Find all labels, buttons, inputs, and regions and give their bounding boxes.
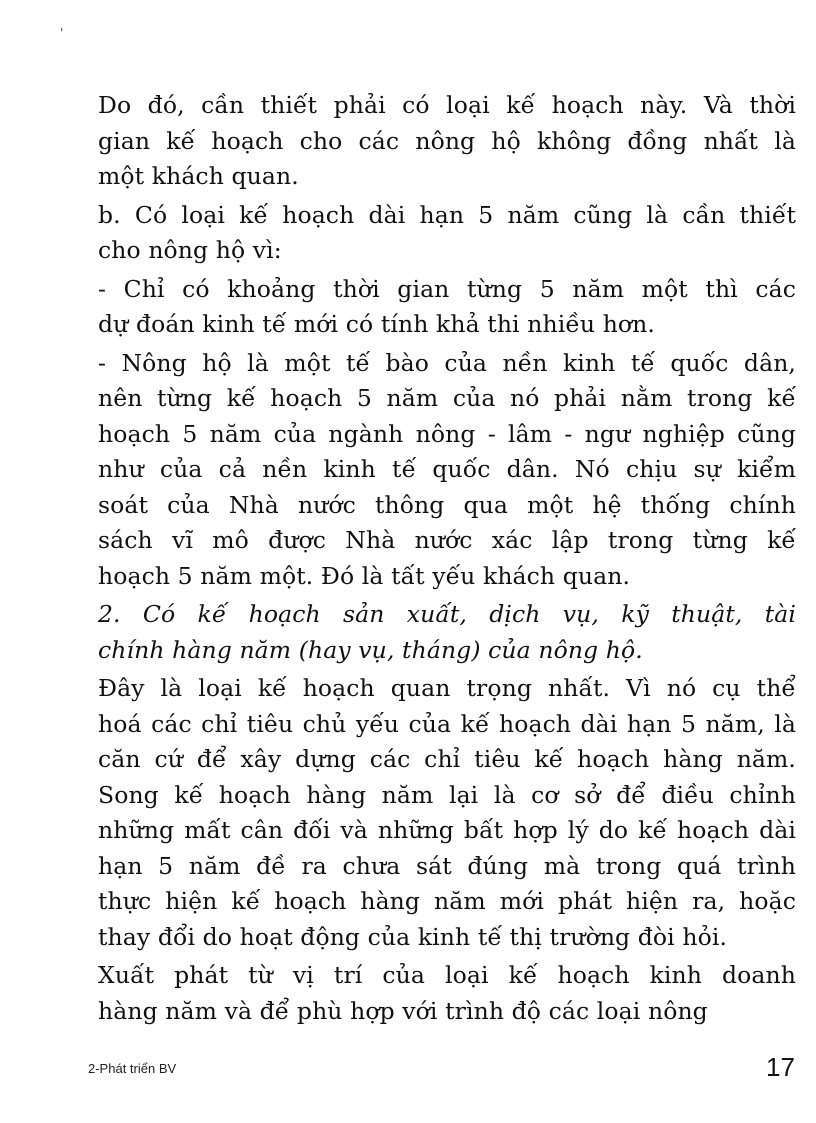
text-line: Song kế hoạch hàng năm lại là cơ sở để điều chỉnh [98, 780, 796, 809]
text-line: nên từng kế hoạch 5 năm của nó phải nằm trong kế [98, 384, 796, 412]
footer-book-code: 2-Phát triển BV [88, 1061, 177, 1076]
text-line: thực hiện kế hoạch hàng năm mới phát hiện ra, hoặc [98, 887, 796, 915]
page-body [98, 88, 796, 1029]
text-line: hoạch 5 năm của ngành nông - lâm - ngư nghiệp cũng [98, 419, 796, 448]
text-line: dự đoán kinh tế mới có tính khả thi nhiều hơn. [98, 310, 655, 338]
text-line: căn cứ để xây dựng các chỉ tiêu kế hoạch hàng năm. [98, 745, 796, 773]
text-line: Xuất phát từ vị trí của loại kế hoạch kinh doanh [98, 961, 796, 989]
text-line: Đây là loại kế hoạch quan trọng nhất. Vì nó cụ thể [98, 674, 796, 702]
text-line: hàng năm và để phù hợp với trình độ các loại nông [98, 996, 708, 1025]
text-line: Do đó, cần thiết phải có loại kế hoạch này. Và thời [98, 91, 796, 119]
paragraph [98, 346, 796, 595]
text-line: soát của Nhà nước thông qua một hệ thống chính [98, 490, 796, 519]
text-line: - Chỉ có khoảng thời gian từng 5 năm một thì các [98, 274, 796, 303]
text-line: hoá các chỉ tiêu chủ yếu của kế hoạch dài hạn 5 năm, là [98, 709, 796, 738]
text-line: hoạch 5 năm một. Đó là tất yếu khách quan. [98, 561, 631, 590]
text-line: chính hàng năm (hay vụ, tháng) của nông hộ. [98, 635, 643, 664]
text-line: sách vĩ mô được Nhà nước xác lập trong từng kế [98, 526, 796, 554]
text-line: b. Có loại kế hoạch dài hạn 5 năm cũng là cần thiết [98, 200, 796, 229]
page-number: 17 [766, 1052, 795, 1082]
text-line: những mất cân đối và những bất hợp lý do kế hoạch dài [98, 816, 796, 844]
paragraph [98, 198, 796, 269]
text-line: thay đổi do hoạt động của kinh tế thị trường đòi hỏi. [98, 922, 728, 951]
text-line: gian kế hoạch cho các nông hộ không đồng nhất là [98, 126, 796, 155]
text-line: một khách quan. [98, 162, 299, 190]
text-line: 2. Có kế hoạch sản xuất, dịch vụ, kỹ thuật, tài [98, 600, 796, 628]
text-line: như của cả nền kinh tế quốc dân. Nó chịu sự kiểm [98, 455, 796, 483]
scan-mark: ' [60, 26, 64, 40]
text-line: - Nông hộ là một tế bào của nền kinh tế quốc dân, [98, 348, 796, 377]
paragraph [98, 272, 796, 343]
paragraph [98, 671, 796, 955]
text-line: cho nông hộ vì: [98, 236, 282, 264]
text-line: hạn 5 năm đề ra chưa sát đúng mà trong quá trình [98, 851, 796, 880]
paragraph [98, 88, 796, 195]
paragraph [98, 958, 796, 1029]
paragraph [98, 597, 796, 668]
